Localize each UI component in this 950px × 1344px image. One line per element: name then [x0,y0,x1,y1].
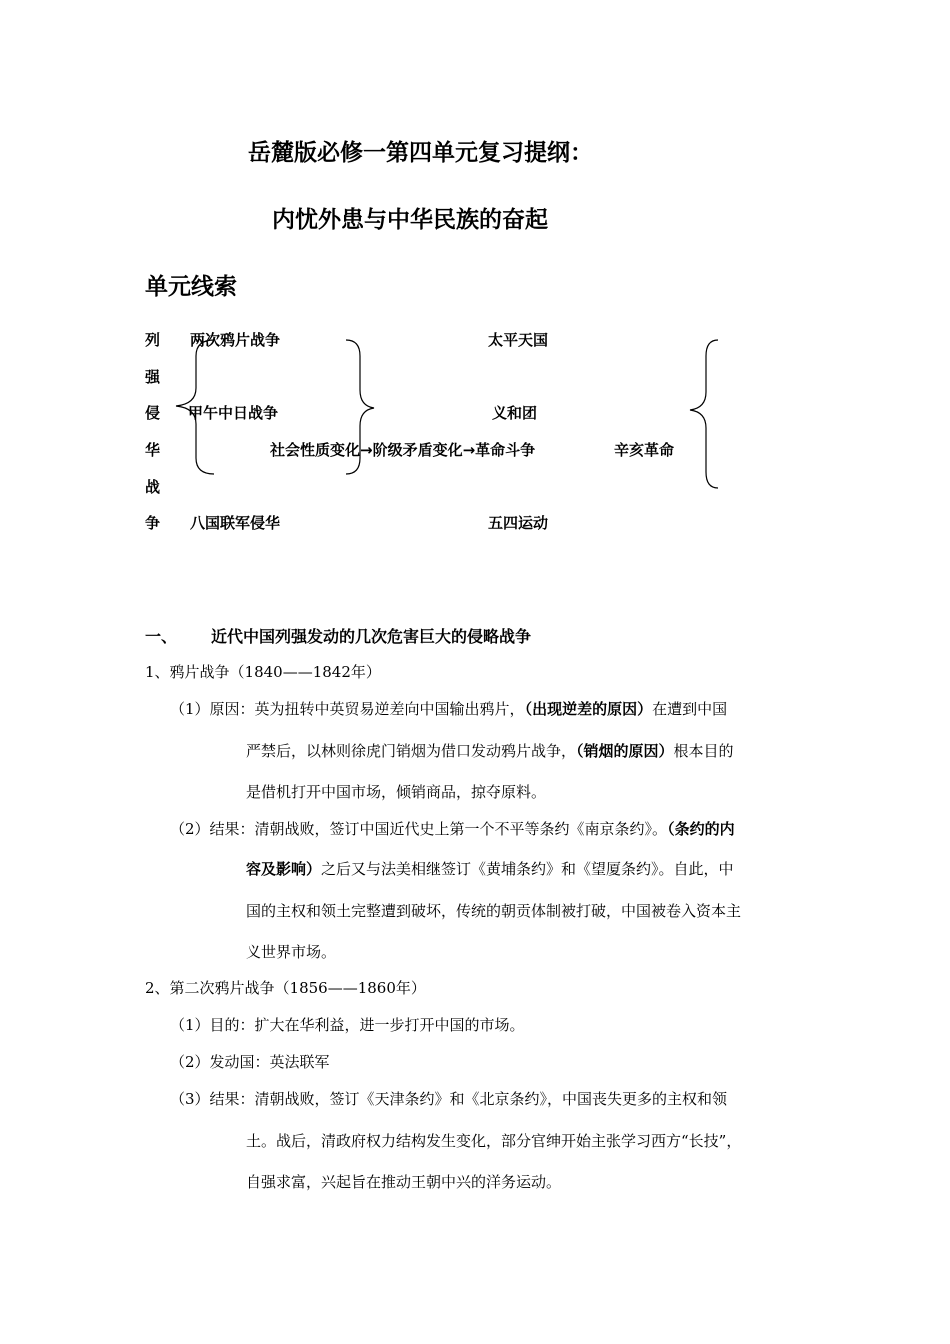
document-subtitle: 内忧外患与中华民族的奋起 [272,207,548,233]
document-title: 岳麓版必修一第四单元复习提纲： [248,140,593,166]
war-item: 甲午中日战争 [188,404,279,422]
war-item: 两次鸦片战争 [190,331,281,349]
vertical-label-char: 战 [145,478,161,496]
section-title: 近代中国列强发动的几次危害巨大的侵略战争 [211,627,532,646]
note: （出现逆差的原因） [524,700,653,718]
paragraph-line: 土。战后，清政府权力结构发生变化，部分官绅开始主张学习西方“长技”， [246,1132,742,1150]
section-number: 一、 [145,627,178,646]
label: （3）结果： [170,1090,255,1108]
war-item: 八国联军侵华 [190,514,281,532]
vertical-label-char: 侵 [145,404,161,422]
vertical-label-char: 强 [145,368,161,386]
paragraph-line: 是借机打开中国市场，倾销商品，掠夺原料。 [246,783,547,801]
paragraph-line: 国的主权和领土完整遭到破坏，传统的朝贡体制被打破，中国被卷入资本主 [246,902,742,920]
paragraph-line [246,740,734,761]
paragraph-line: （1）目的：扩大在华利益，进一步打开中国的市场。 [170,1016,525,1034]
paragraph-line: （2）发动国：英法联军 [170,1053,330,1071]
item-heading: 1、鸦片战争（1840——1842年） [145,663,381,681]
paragraph-line: 义世界市场。 [246,943,337,961]
struggle-item: 义和团 [492,404,538,422]
revolution-item: 辛亥革命 [614,441,675,459]
paragraph-line [170,818,735,839]
unit-heading: 单元线索 [145,274,237,300]
struggle-item: 五四运动 [488,514,549,532]
paragraph-line: 自强求富，兴起旨在推动王朝中兴的洋务运动。 [246,1173,562,1191]
struggle-item: 太平天国 [488,331,549,349]
item-heading: 2、第二次鸦片战争（1856——1860年） [145,979,426,997]
text: 清朝战败，签订《天津条约》和《北京条约》，中国丧失更多的主权和领 [254,1090,728,1108]
text: 清朝战败，签订中国近代史上第一个不平等条约《南京条约》。 [254,820,668,838]
text: 英为扭转中英贸易逆差向中国输出鸦片， [254,700,525,718]
label: （1）原因： [170,700,255,718]
vertical-label-char: 华 [145,441,161,459]
brace-far-left-icon [0,0,950,600]
text: 严禁后，以林则徐虎门销烟为借口发动鸦片战争， [246,742,577,760]
paragraph-line [246,858,734,879]
vertical-label-char: 争 [145,514,161,532]
paragraph-line [170,698,727,719]
label: （2）结果： [170,820,255,838]
note: 容及影响） [246,860,322,878]
text: 根本目的 [673,742,734,760]
text: 在遭到中国 [652,700,728,718]
paragraph-line [170,1088,727,1109]
vertical-label-char: 列 [145,331,161,349]
text: 之后又与法美相继签订《黄埔条约》和《望厦条约》。自此，中 [321,860,734,878]
note: （销烟的原因） [576,742,674,760]
flow-text: 社会性质变化→阶级矛盾变化→革命斗争 [270,441,536,459]
note: （条约的内 [667,820,735,838]
